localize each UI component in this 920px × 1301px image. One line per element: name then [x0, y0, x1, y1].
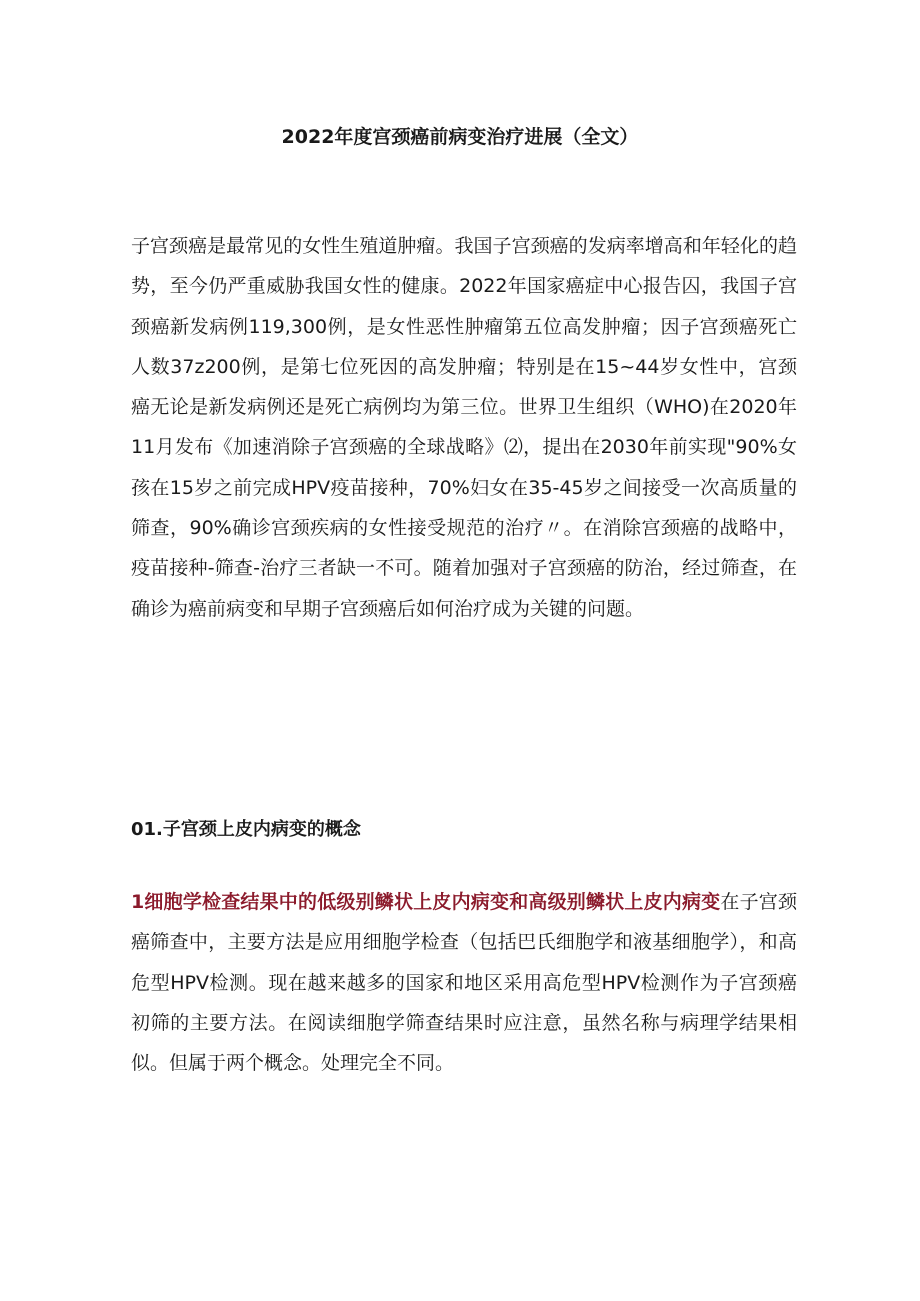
- section-paragraph-text: 在子宫颈癌筛查中，主要方法是应用细胞学检查（包括巴氏细胞学和液基细胞学），和高危型HPV检测。现在越来越多的国家和地区采用高危型HPV检测作为子宫颈癌初筛的主要方法。在阅读细胞学筛查结果时应注意，虽然名称与病理学结果相似。但属于两个概念。处理完全不同。: [131, 891, 797, 1075]
- highlighted-subheading: 1细胞学检查结果中的低级别鳞状上皮内病变和高级别鳞状上皮内病变: [131, 891, 721, 913]
- section-heading: 01.子宫颈上皮内病变的概念: [131, 819, 361, 840]
- section-paragraph: [131, 882, 797, 1083]
- document-title: 2022年度宫颈癌前病变治疗进展（全文）: [281, 126, 639, 148]
- intro-paragraph: 子宫颈癌是最常见的女性生殖道肿瘤。我国子宫颈癌的发病率增高和年轻化的趋势，至今仍严重威胁我国女性的健康。2022年国家癌症中心报告囚，我国子宫颈癌新发病例119,300例，是女性恶性肿瘤第五位高发肿瘤；因子宫颈癌死亡人数37z200例，是第七位死因的高发肿瘤；特别是在15~44岁女性中，宫颈癌无论是新发病例还是死亡病例均为第三位。世界卫生组织（WHO)在2020年11月发布《加速消除子宫颈癌的全球战略》⑵，提出在2030年前实现"90%女孩在15岁之前完成HPV疫苗接种，70%妇女在35-45岁之间接受一次高质量的筛查，90%确诊宫颈疾病的女性接受规范的治疗〃。在消除宫颈癌的战略中，疫苗接种-筛查-治疗三者缺一不可。随着加强对子宫颈癌的防治，经过筛查，在确诊为癌前病变和早期子宫颈癌后如何治疗成为关键的问题。: [131, 235, 797, 620]
